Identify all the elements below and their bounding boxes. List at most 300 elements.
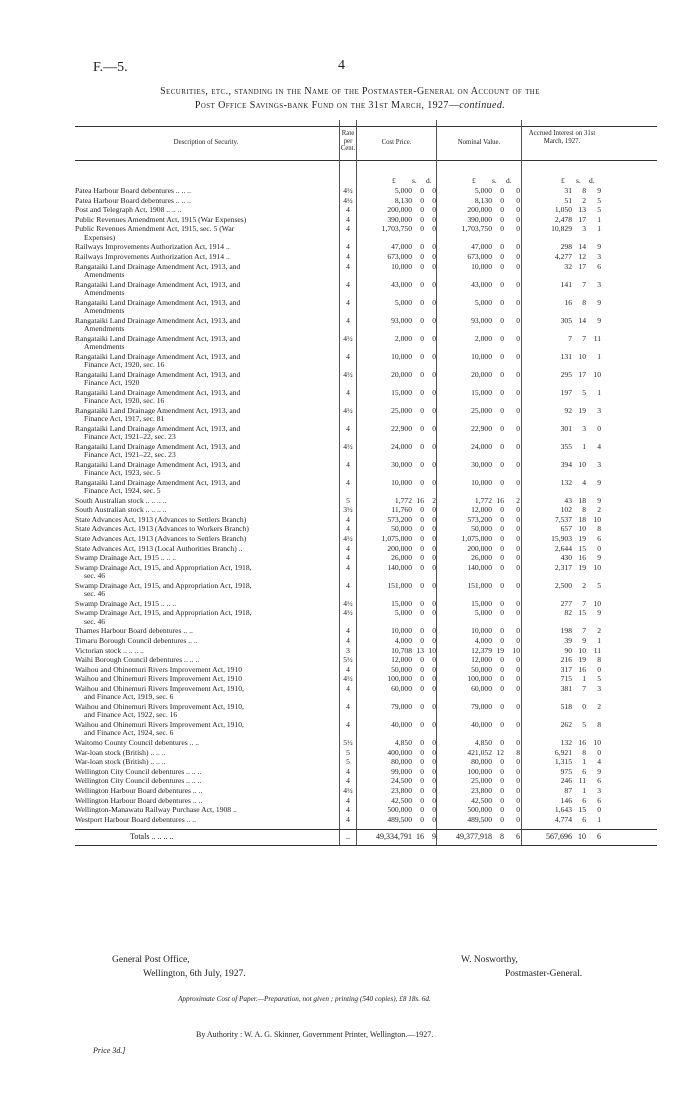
description-line: Rangataiki Land Drainage Amendment Act, 1913, and: [75, 369, 241, 379]
cost-pounds: 573,200: [387, 514, 412, 524]
cost-shillings: 0: [420, 580, 424, 590]
accrued-pounds: 31: [564, 186, 572, 195]
nominal-pence: 0: [516, 205, 520, 215]
nominal-pounds: 93,000: [471, 315, 492, 325]
cost-pounds: 8,130: [394, 195, 412, 205]
accrued-pounds: 518: [560, 702, 572, 711]
cost-pounds: 10,708: [391, 645, 412, 655]
cost-shillings: 0: [420, 562, 424, 572]
cost-pounds: 151,000: [387, 580, 412, 590]
rate-cell: 5: [346, 495, 350, 505]
nominal-pence: 0: [516, 684, 520, 693]
accrued-pounds: 146: [560, 795, 572, 805]
description-line: Rangataiki Land Drainage Amendment Act, 1913, and: [75, 279, 241, 289]
nominal-shillings: 0: [500, 766, 504, 776]
cost-pence: 0: [432, 580, 436, 590]
accrued-pence: 10: [593, 562, 601, 572]
rate-cell: 4: [346, 459, 350, 469]
rate-cell: 4: [346, 242, 350, 252]
cost-pence: 0: [432, 297, 436, 307]
nominal-pence: 0: [516, 776, 520, 786]
security-description: [75, 600, 337, 608]
nominal-pence: 0: [516, 786, 520, 795]
nominal-shillings: 0: [500, 534, 504, 543]
rate-cell: 4: [346, 702, 350, 711]
accrued-pounds: 7,537: [554, 514, 572, 524]
cost-pounds: 10,000: [391, 261, 412, 271]
accrued-pence: 5: [597, 205, 601, 215]
accrued-shillings: 13: [578, 205, 586, 215]
cost-pence: 0: [432, 766, 436, 776]
nominal-pence: 0: [516, 195, 520, 205]
cost-shillings: 0: [420, 553, 424, 563]
accrued-shillings: 14: [578, 315, 586, 325]
description-line: South Australian stock .. .. .. ..: [75, 505, 167, 515]
description-line: Swamp Drainage Act, 1915 .. .. ..: [75, 553, 177, 563]
security-description: [75, 797, 337, 805]
accrued-pence: 4: [597, 757, 601, 767]
accrued-shillings: 19: [578, 655, 586, 665]
nominal-shillings: 0: [500, 459, 504, 469]
nominal-shillings: 0: [500, 626, 504, 636]
cost-pence: 0: [432, 279, 436, 289]
nominal-pounds: 100,000: [467, 766, 492, 776]
accrued-pence: 8: [597, 655, 601, 665]
description-line: Wellington City Council debentures .. .. ..: [75, 776, 202, 786]
cost-pounds: 50,000: [391, 524, 412, 534]
description-continuation: sec. 46: [84, 571, 106, 581]
accrued-pence: 3: [597, 684, 601, 693]
rate-cell: 4: [346, 214, 350, 224]
cost-pence: 0: [432, 674, 436, 684]
cost-shillings: 0: [420, 297, 424, 307]
description-line: Rangataiki Land Drainage Amendment Act, 1913, and: [75, 441, 241, 451]
accrued-shillings: 15: [578, 805, 586, 815]
rate-cell: 3½: [343, 505, 353, 515]
security-description: [75, 582, 337, 599]
accrued-pence: 9: [597, 477, 601, 487]
description-line: Waihou and Ohinemuri Rivers Improvement Act, 1910,: [75, 702, 244, 711]
rate-cell: 4: [346, 205, 350, 215]
accrued-shillings: 2: [582, 580, 586, 590]
description-line: Wellington-Manawatu Railway Purchase Act, 1908 ..: [75, 805, 237, 815]
description-line: Rangataiki Land Drainage Amendment Act, 1913, and: [75, 315, 241, 325]
description-line: State Advances Act, 1913 (Local Authorities Branch) ..: [75, 543, 243, 553]
cost-shillings: 0: [420, 195, 424, 205]
security-description: [75, 703, 337, 720]
nominal-shillings: 0: [500, 387, 504, 397]
description-line: Wellington City Council debentures .. .. ..: [75, 766, 202, 776]
nominal-shillings: 0: [500, 655, 504, 665]
rate-cell: 4: [346, 524, 350, 534]
accrued-pounds: 975: [560, 766, 572, 776]
description-line: Patea Harbour Board debentures .. .. ..: [75, 186, 191, 195]
accrued-pounds: 43: [564, 495, 572, 505]
description-continuation: Finance Act, 1923, sec. 5: [84, 468, 161, 477]
rate-cell: 5: [346, 757, 350, 767]
cost-pence: 0: [432, 205, 436, 215]
cost-pence: 0: [432, 186, 436, 195]
nominal-pounds: 2,000: [474, 333, 492, 343]
nominal-pounds: 200,000: [467, 205, 492, 215]
cost-pounds: 1,772: [394, 495, 412, 505]
security-description: [75, 525, 337, 533]
accrued-shillings: 11: [578, 776, 586, 786]
accrued-pounds: 1,643: [554, 805, 572, 815]
security-description: [75, 225, 337, 242]
cost-shillings: 0: [420, 702, 424, 711]
accrued-pounds: 15,903: [551, 534, 572, 543]
nominal-shillings: 0: [500, 814, 504, 824]
nominal-pounds: 573,200: [467, 514, 492, 524]
cost-shillings: 0: [420, 423, 424, 433]
rate-cell: 4½: [343, 598, 353, 608]
nominal-pounds: 15,000: [471, 387, 492, 397]
accrued-pounds: 1,050: [554, 205, 572, 215]
accrued-pounds: 430: [560, 553, 572, 563]
cost-shillings: 0: [420, 514, 424, 524]
nominal-pence: 0: [516, 674, 520, 684]
accrued-shillings: 10: [578, 351, 586, 361]
accrued-pence: 10: [593, 738, 601, 747]
description-line: State Advances Act, 1913 (Advances to Settlers Branch): [75, 514, 247, 524]
nominal-pounds: 80,000: [471, 757, 492, 767]
accrued-pounds: 2,644: [554, 543, 572, 553]
nominal-pounds: 10,000: [471, 626, 492, 636]
nominal-pence: 0: [516, 514, 520, 524]
cost-pence: 0: [432, 252, 436, 261]
security-description: [75, 564, 337, 581]
security-description: [75, 554, 337, 562]
security-description: [75, 216, 337, 224]
cost-pounds: 390,000: [387, 214, 412, 224]
cost-pounds: 1,703,750: [381, 224, 412, 234]
nominal-pence: 8: [516, 747, 520, 757]
accrued-shillings: 3: [582, 224, 586, 234]
security-description: [75, 787, 337, 795]
description-line: Timaru Borough Council debentures .. ..: [75, 636, 198, 645]
nominal-shillings: 0: [500, 351, 504, 361]
accrued-pounds: 10,829: [551, 224, 572, 234]
nominal-pounds: 22,900: [471, 423, 492, 433]
totals-rate: ..: [346, 832, 350, 842]
accrued-shillings: 7: [582, 684, 586, 693]
nominal-shillings: 0: [500, 441, 504, 451]
accrued-shillings: 17: [578, 369, 586, 379]
rate-cell: 4: [346, 261, 350, 271]
accrued-pence: 2: [597, 702, 601, 711]
accrued-pounds: 2,478: [554, 214, 572, 224]
accrued-shillings: 9: [582, 636, 586, 645]
nominal-shillings: 0: [500, 776, 504, 786]
cost-shillings: 0: [420, 405, 424, 415]
accrued-shillings: 3: [582, 423, 586, 433]
accrued-pounds: 7: [568, 333, 572, 343]
cost-pounds: 24,000: [391, 441, 412, 451]
cost-pounds: 24,500: [391, 776, 412, 786]
accrued-pounds: 246: [560, 776, 572, 786]
accrued-shillings: 15: [578, 543, 586, 553]
security-description: [75, 656, 337, 664]
security-description: [75, 253, 337, 261]
rate-cell: 4: [346, 387, 350, 397]
description-continuation: sec. 46: [84, 589, 106, 599]
accrued-shillings: 0: [582, 702, 586, 711]
nominal-pounds: 30,000: [471, 459, 492, 469]
nominal-pounds: 23,800: [471, 786, 492, 795]
accrued-shillings: 19: [578, 562, 586, 572]
cost-pounds: 50,000: [391, 664, 412, 674]
nominal-pence: 0: [516, 766, 520, 776]
nominal-shillings: 0: [500, 757, 504, 767]
cost-pounds: 5,000: [394, 186, 412, 195]
cost-shillings: 0: [420, 674, 424, 684]
nominal-pence: 0: [516, 738, 520, 747]
nominal-pence: 0: [516, 477, 520, 487]
cost-shillings: 0: [420, 441, 424, 451]
accrued-shillings: 15: [578, 608, 586, 618]
description-line: Post and Telegraph Act, 1908 .. .. ..: [75, 205, 182, 215]
cost-shillings: 0: [420, 505, 424, 515]
description-continuation: and Finance Act, 1922, sec. 16: [84, 710, 178, 720]
column-divider: [356, 120, 357, 845]
accrued-shillings: 16: [578, 664, 586, 674]
nominal-shillings: 0: [500, 553, 504, 563]
cost-pounds: 23,800: [391, 786, 412, 795]
accrued-pounds: 2,500: [554, 580, 572, 590]
description-line: South Australian stock .. .. .. ..: [75, 495, 167, 505]
accrued-pence: 9: [597, 766, 601, 776]
cost-shillings: 0: [420, 636, 424, 645]
cost-shillings: 0: [420, 534, 424, 543]
nominal-shillings: 0: [500, 315, 504, 325]
accrued-pence: 6: [597, 534, 601, 543]
column-header-rate: Rate per Cent.: [340, 130, 356, 152]
accrued-pence: 9: [597, 553, 601, 563]
nominal-pence: 0: [516, 242, 520, 252]
accrued-pounds: 1,315: [554, 757, 572, 767]
accrued-pence: 10: [593, 514, 601, 524]
cost-pence: 0: [432, 562, 436, 572]
description-line: Swamp Drainage Act, 1915, and Appropriation Act, 1918,: [75, 580, 252, 590]
totals-nominal-pence: 6: [516, 832, 520, 842]
rate-cell: 4: [346, 776, 350, 786]
nominal-pence: 0: [516, 423, 520, 433]
nominal-pence: 0: [516, 553, 520, 563]
description-continuation: Finance Act, 1921–22, sec. 23: [84, 432, 176, 441]
cost-pence: 0: [432, 655, 436, 665]
cost-pence: 0: [432, 505, 436, 515]
accrued-pence: 9: [597, 186, 601, 195]
nominal-shillings: 0: [500, 477, 504, 487]
accrued-shillings: 18: [578, 495, 586, 505]
rate-cell: 4: [346, 626, 350, 636]
nominal-pence: 0: [516, 505, 520, 515]
cost-pounds: 15,000: [391, 598, 412, 608]
cost-shillings: 0: [420, 186, 424, 195]
cost-pounds: 20,000: [391, 369, 412, 379]
description-line: Waihou and Ohinemuri Rivers Improvement Act, 1910,: [75, 720, 244, 729]
accrued-pounds: 305: [560, 315, 572, 325]
nominal-shillings: 0: [500, 214, 504, 224]
nominal-pence: 0: [516, 405, 520, 415]
nominal-shillings: 0: [500, 636, 504, 645]
nominal-pounds: 10,000: [471, 261, 492, 271]
nominal-pounds: 1,772: [474, 495, 492, 505]
accrued-pence: 9: [597, 297, 601, 307]
security-description: [75, 666, 337, 674]
description-line: Rangataiki Land Drainage Amendment Act, 1913, and: [75, 477, 241, 487]
security-description: [75, 535, 337, 543]
cost-pounds: 30,000: [391, 459, 412, 469]
accrued-shillings: 17: [578, 214, 586, 224]
nominal-pounds: 12,000: [471, 505, 492, 515]
nominal-pounds: 1,075,000: [461, 534, 492, 543]
security-description: [75, 243, 337, 251]
description-continuation: Finance Act, 1917, sec. 81: [84, 414, 165, 423]
nominal-shillings: 0: [500, 186, 504, 195]
nominal-shillings: 0: [500, 195, 504, 205]
cost-pence: 0: [432, 626, 436, 636]
rate-cell: 5½: [343, 655, 353, 665]
cost-pounds: 1,075,000: [381, 534, 412, 543]
totals-accrued-pounds: 567,696: [546, 832, 572, 842]
cost-shillings: 0: [420, 795, 424, 805]
nominal-pence: 0: [516, 387, 520, 397]
nominal-shillings: 0: [500, 598, 504, 608]
table-title-main: Post Office Savings-bank Fund on the 31st March, 1927—: [194, 100, 460, 111]
nominal-pence: 0: [516, 702, 520, 711]
nominal-pence: 0: [516, 186, 520, 195]
accrued-pounds: 381: [560, 684, 572, 693]
cost-shillings: 0: [420, 766, 424, 776]
accrued-pence: 9: [597, 495, 601, 505]
accrued-pounds: 39: [564, 636, 572, 645]
nominal-shillings: 0: [500, 423, 504, 433]
cost-pounds: 673,000: [387, 252, 412, 261]
unit-pounds: £: [472, 176, 476, 185]
accrued-pounds: 4,774: [554, 814, 572, 824]
description-continuation: Finance Act, 1921–22, sec. 23: [84, 450, 176, 459]
accrued-shillings: 6: [582, 814, 586, 824]
cost-pounds: 2,000: [394, 333, 412, 343]
cost-shillings: 0: [420, 369, 424, 379]
description-line: Public Revenues Amendment Act, 1915, sec. 5 (War: [75, 224, 235, 234]
security-description: [75, 299, 337, 316]
accrued-pounds: 6,921: [554, 747, 572, 757]
accrued-pence: 1: [597, 351, 601, 361]
cost-shillings: 0: [420, 814, 424, 824]
nominal-pounds: 60,000: [471, 684, 492, 693]
cost-shillings: 0: [420, 738, 424, 747]
nominal-pence: 0: [516, 814, 520, 824]
column-header-accrued: Accrued Interest on 31st March, 1927.: [528, 130, 596, 145]
nominal-pence: 0: [516, 636, 520, 645]
table-title-continued: continued.: [459, 100, 506, 111]
accrued-pounds: 32: [564, 261, 572, 271]
totals-accrued-pence: 6: [597, 832, 601, 842]
cost-pounds: 25,000: [391, 405, 412, 415]
accrued-pence: 3: [597, 405, 601, 415]
nominal-pence: 0: [516, 805, 520, 815]
nominal-shillings: 0: [500, 720, 504, 729]
cost-shillings: 0: [420, 387, 424, 397]
column-header-description: Description of Security.: [173, 139, 239, 146]
accrued-pence: 6: [597, 261, 601, 271]
accrued-pence: 11: [593, 333, 601, 343]
accrued-shillings: 1: [582, 786, 586, 795]
description-continuation: Finance Act, 1920, sec. 16: [84, 396, 165, 405]
column-divider: [521, 120, 522, 845]
cost-pounds: 43,000: [391, 279, 412, 289]
accrued-pence: 2: [597, 505, 601, 515]
accrued-pounds: 4,277: [554, 252, 572, 261]
cost-pence: 0: [432, 598, 436, 608]
nominal-pounds: 26,000: [471, 553, 492, 563]
cost-shillings: 0: [420, 351, 424, 361]
cost-pence: 0: [432, 543, 436, 553]
nominal-pence: 0: [516, 252, 520, 261]
description-continuation: Finance Act, 1920, sec. 16: [84, 360, 165, 369]
nominal-pence: 0: [516, 664, 520, 674]
accrued-shillings: 2: [582, 195, 586, 205]
description-line: War-loan stock (British) .. .. ..: [75, 747, 166, 757]
accrued-shillings: 8: [582, 505, 586, 515]
nominal-pounds: 42,500: [471, 795, 492, 805]
security-description: [75, 443, 337, 460]
cost-pence: 0: [432, 315, 436, 325]
description-continuation: Amendments: [84, 306, 125, 315]
nominal-pence: 0: [516, 720, 520, 729]
nominal-pounds: 100,000: [467, 674, 492, 684]
accrued-pence: 5: [597, 580, 601, 590]
office-line-1: General Post Office,: [112, 955, 190, 965]
cost-pence: 0: [432, 441, 436, 451]
description-continuation: Amendments: [84, 288, 125, 297]
accrued-shillings: 8: [582, 297, 586, 307]
security-description: [75, 317, 337, 334]
description-line: Rangataiki Land Drainage Amendment Act, 1913, and: [75, 297, 241, 307]
description-line: Swamp Drainage Act, 1915 .. .. ..: [75, 598, 177, 608]
nominal-shillings: 0: [500, 738, 504, 747]
accrued-pence: 1: [597, 636, 601, 645]
cost-pounds: 26,000: [391, 553, 412, 563]
cost-pounds: 5,000: [394, 297, 412, 307]
page-number: 4: [338, 58, 345, 73]
accrued-shillings: 12: [578, 252, 586, 261]
accrued-pounds: 298: [560, 242, 572, 252]
description-line: Wellington Harbour Board debentures .. ..: [75, 795, 203, 805]
description-line: Swamp Drainage Act, 1915, and Appropriation Act, 1918,: [75, 562, 252, 572]
nominal-pence: 0: [516, 224, 520, 234]
nominal-shillings: 0: [500, 524, 504, 534]
nominal-shillings: 0: [500, 242, 504, 252]
accrued-shillings: 18: [578, 514, 586, 524]
accrued-pounds: 657: [560, 524, 572, 534]
nominal-shillings: 16: [496, 495, 504, 505]
accrued-shillings: 17: [578, 261, 586, 271]
cost-shillings: 0: [420, 261, 424, 271]
cost-shillings: 0: [420, 214, 424, 224]
security-description: [75, 609, 337, 626]
cost-pence: 2: [432, 495, 436, 505]
nominal-pence: 0: [516, 795, 520, 805]
unit-pounds: £: [392, 176, 396, 185]
nominal-pounds: 4,850: [474, 738, 492, 747]
nominal-shillings: 0: [500, 805, 504, 815]
accrued-pence: 8: [597, 524, 601, 534]
accrued-pence: 0: [597, 423, 601, 433]
